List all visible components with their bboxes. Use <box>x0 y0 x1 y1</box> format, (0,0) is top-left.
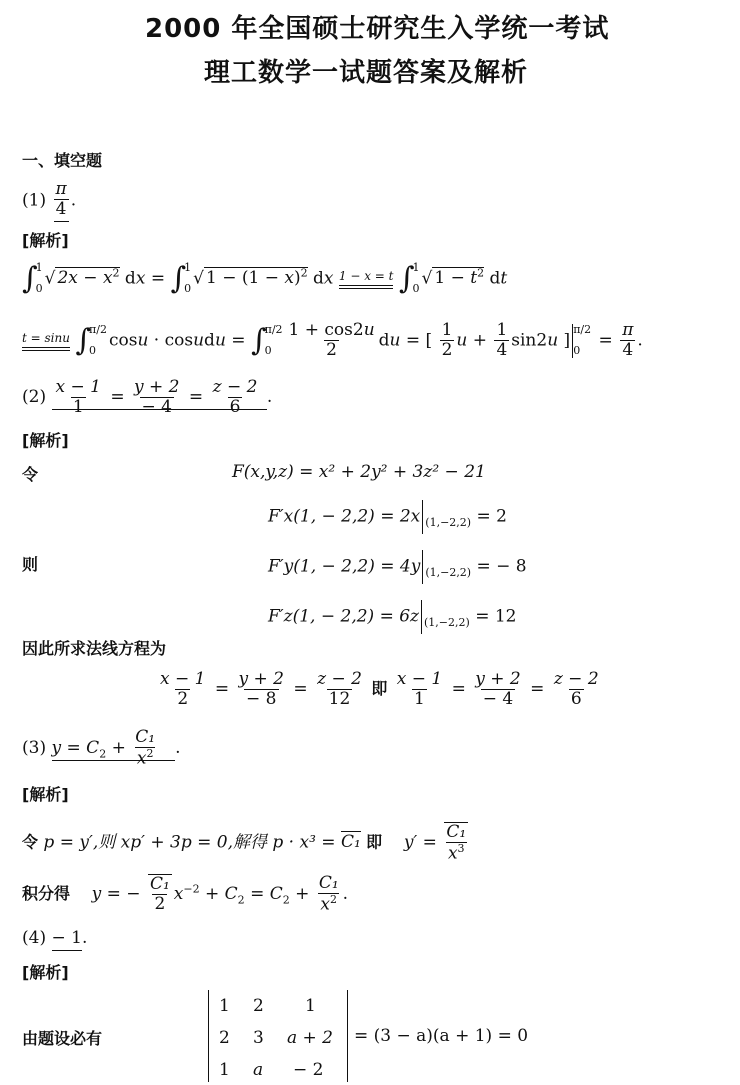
q4-determinant-result: = (3 − a)(a + 1) = 0 <box>354 1026 529 1046</box>
section-heading: 一、填空题 <box>22 151 103 170</box>
q4-number: (4) <box>22 928 47 948</box>
q2-normal-line-equation: $\frac{x - 1}{2}$ = $\frac{y + 2}{- 8}$ = $\frac{z - 2}{12}$ 即 $\frac{x - 1}{1}$ = $\frac{y + 2}{- 4}$ = $\frac{z - 2}{6}$ <box>160 669 599 709</box>
q2-number: (2) <box>22 387 47 408</box>
q1-integral-line-2: t = sinu ∫ π/2 0 cosu · cosudu = ∫ π/2 0 $\frac{1 + \cos 2u}{2}$ du = [ $\frac{1}{2}$ u + $\frac{1}{4}$ sin2u ] π/2 0 = $\frac{\pi}{4}$ . <box>22 320 643 360</box>
title-line-1: 2000 年全国硕士研究生入学统一考试 <box>145 14 610 44</box>
q2-conclusion: 因此所求法线方程为 <box>22 639 167 658</box>
q2-F-definition: F(x,y,z) = x² + 2y² + 3z² − 21 <box>232 462 486 482</box>
q2-Fy: F′y(1, − 2,2) = 4y $_{(1,-2,2)}$ = − 8 <box>268 550 527 584</box>
q2-analysis-label: [解析] <box>22 431 69 450</box>
q4-text: 由题设必有 <box>22 1029 103 1048</box>
q3-answer: (3) $y = C_2$ + $\frac{\text{C₁}}{x^2}$ . <box>22 727 181 769</box>
q2-Fz: F′z(1, − 2,2) = 6z $_{(1,-2,2)}$ = 12 <box>268 600 517 634</box>
q2-Fx: F′x(1, − 2,2) = 2x $_{(1,-2,2)}$ = 2 <box>268 500 507 534</box>
q3-analysis-label: [解析] <box>22 785 69 804</box>
q4-answer: (4) − 1. <box>22 928 87 948</box>
substitution-arrow-2: t = sinu <box>22 331 70 351</box>
q4-analysis-label: [解析] <box>22 963 69 982</box>
q2-ling: 令 <box>22 465 39 484</box>
title-line-2: 理工数学一试题答案及解析 <box>204 58 529 88</box>
substitution-arrow-1: 1 − x = t <box>339 269 394 289</box>
q2-answer: (2) $\frac{x - 1}{1}$ = $\frac{y + 2}{- 4}$ = $\frac{z - 2}{6}$ . <box>22 377 273 417</box>
q3-number: (3) <box>22 737 47 758</box>
q3-line-1: 令 p = y′,则 xp′ + 3p = 0,解得 p · x³ = C₁ 即 y′ = $\frac{\text{C₁}}{x^3}$ <box>22 822 467 864</box>
q2-ze: 则 <box>22 555 39 574</box>
q1-answer-fraction: $\frac{\pi}{4}$ <box>54 180 69 222</box>
q1-integral-line-1: ∫ 1 0 √ $2x - x^2$ dx = ∫ 1 0 √ $1 - (1 - x)^2$ dx 1 − x = t ∫ 1 0 √ $1 - t^2$ dt <box>22 260 508 296</box>
q1-analysis-label: [解析] <box>22 231 69 250</box>
q1-number: (1) <box>22 190 47 211</box>
q1-answer: (1) $\frac{\pi}{4}$ . <box>22 180 76 222</box>
q3-line-2: 积分得 y = − $\frac{\text{C₁}}{2}$ $x^{-2} + C_2 = C_2$ + $\frac{\text{C₁}}{x^2}$ . <box>22 873 349 915</box>
q4-determinant: 1 2 1 2 3 a + 2 1 a − 2 <box>208 990 348 1082</box>
